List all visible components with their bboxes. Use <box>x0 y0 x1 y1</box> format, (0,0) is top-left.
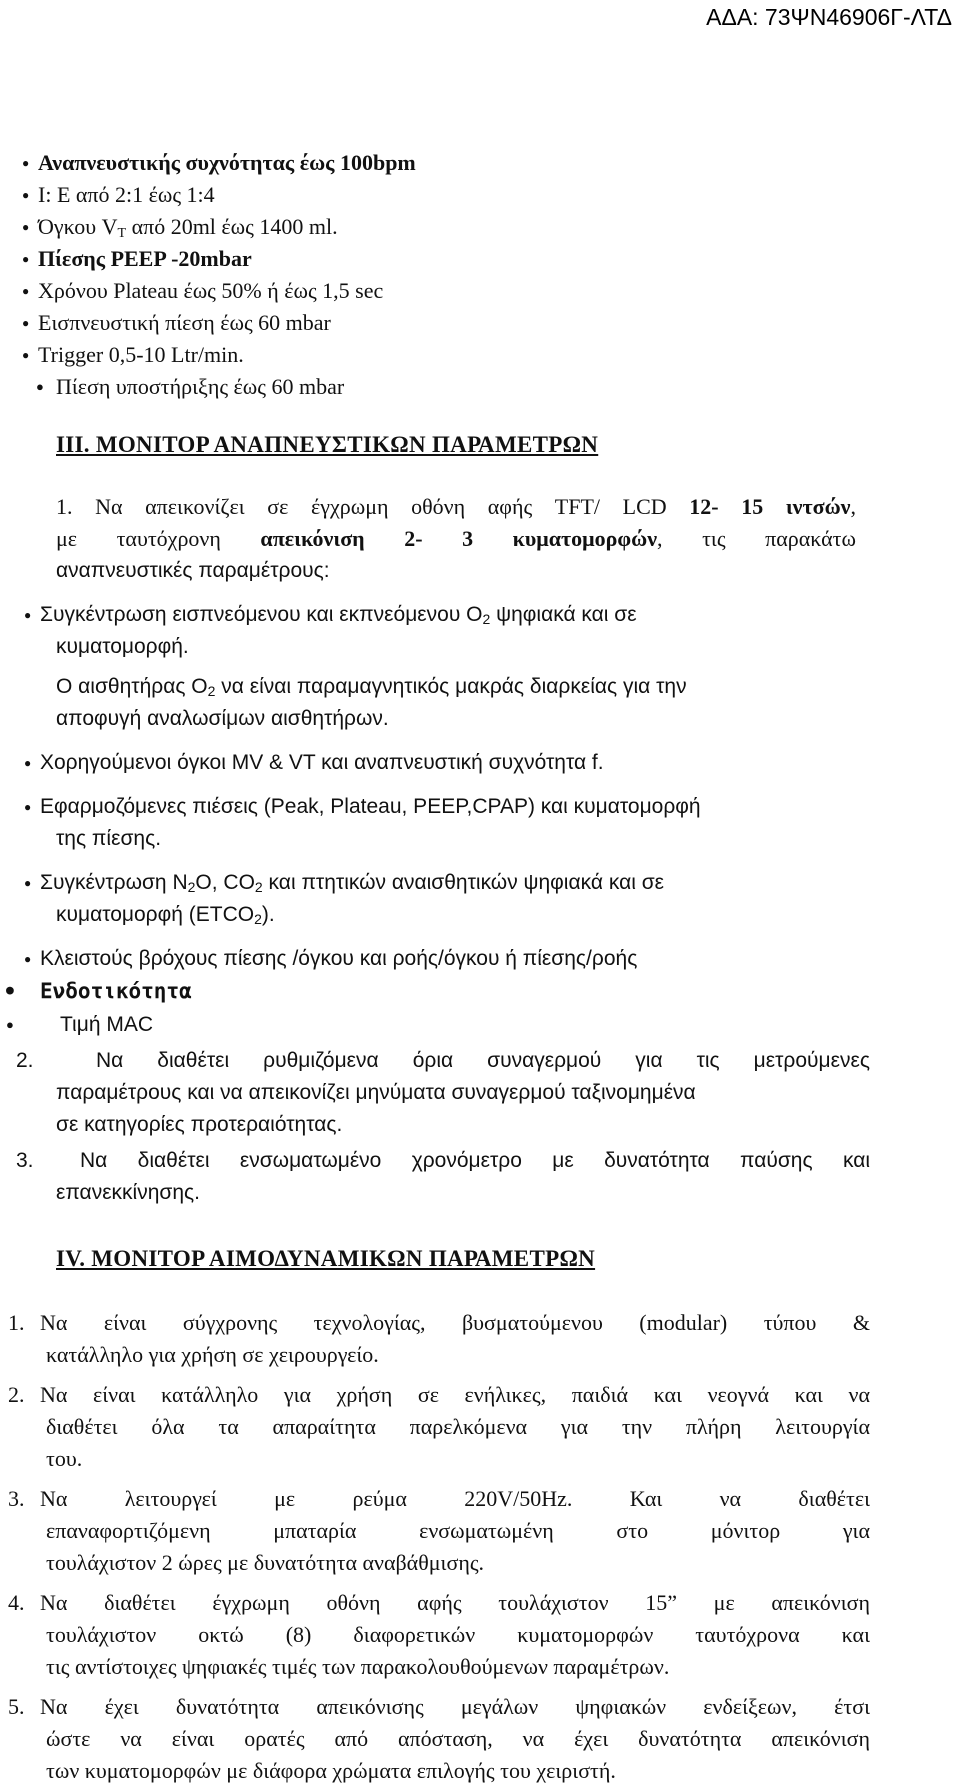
bullet-item-ie-ratio: ● I: E από 2:1 έως 1:4 <box>38 180 215 210</box>
bullet-item-plateau: ● Χρόνου Plateau έως 50% ή έως 1,5 sec <box>38 276 383 306</box>
hemo-item-2-line-2: διαθέτει όλα τα απαραίτητα παρελκόμενα για την πλήρη λειτουργία <box>46 1414 870 1439</box>
hemo-item-5-number: 5. <box>8 1694 25 1719</box>
paragraph-3-line-1: Να διαθέτει ενσωματωμένο χρονόμετρο με δυνατότητα παύσης και <box>80 1149 870 1172</box>
paragraph-3-number: 3. <box>16 1149 34 1172</box>
subscript: T <box>117 226 127 241</box>
text-run: 1. Να απεικονίζει σε έγχρωμη οθόνη αφής TFT/ LCD <box>56 494 690 519</box>
sensor-line-2: αποφυγή αναλωσίμων αισθητήρων. <box>56 707 389 730</box>
bullet-item-peep: ● Πίεσης PEEP -20mbar <box>38 244 252 274</box>
text-run: ψηφιακά και σε <box>490 603 637 626</box>
bullet-icon: ● <box>36 379 44 394</box>
bullet-item-mac <box>6 1010 153 1040</box>
text-run: από 20ml έως 1400 ml. <box>126 214 338 239</box>
bullet-item-loops: ● Κλειστούς βρόχους πίεσης /όγκου και ροής/όγκου ή πίεσης/ροής <box>40 944 637 974</box>
bullet-item-tidal-volume <box>38 212 338 242</box>
text-run: και πτητικών αναισθητικών ψηφιακά και σε <box>262 871 665 894</box>
paragraph-1-line-1 <box>56 492 856 522</box>
text-run: , τις παρακάτω <box>657 526 856 551</box>
hemo-item-4-line-1: Να διαθέτει έγχρωμη οθόνη αφής τουλάχιστον 15” με απεικόνιση <box>40 1590 870 1615</box>
bullet-item-resp-rate: ● Αναπνευστικής συχνότητας έως 100bpm <box>38 148 416 178</box>
section-title-respiratory-monitor: III. ΜΟΝΙΤΟΡ ΑΝΑΠΝΕΥΣΤΙΚΩΝ ΠΑΡΑΜΕΤΡΩΝ <box>56 432 599 457</box>
paragraph-1-line-3: αναπνευστικές παραμέτρους: <box>56 559 330 582</box>
bullet-item-pressures: ● Εφαρμοζόμενες πιέσεις (Peak, Plateau, PEEP,CPAP) και κυματομορφή <box>40 792 701 822</box>
hemo-item-1-line-1: Να είναι σύγχρονης τεχνολογίας, βυσματούμενου (modular) τύπου & <box>40 1310 870 1335</box>
paragraph-3-line-2: επανεκκίνησης. <box>56 1181 200 1204</box>
bullet-item-trigger: ● Trigger 0,5-10 Ltr/min. <box>38 340 244 370</box>
subscript: 2 <box>482 611 491 627</box>
subscript: 2 <box>187 879 196 895</box>
hemo-item-5-line-1: Να έχει δυνατότητα απεικόνισης μεγάλων ψηφιακών ενδείξεων, έτσι <box>40 1694 870 1719</box>
paragraph-1-line-2 <box>56 524 856 554</box>
sensor-line-1 <box>56 672 687 702</box>
paragraph-2-line-3: σε κατηγορίες προτεραιότητας. <box>56 1113 343 1136</box>
bullet-icon: ● <box>6 983 14 998</box>
subscript: 2 <box>207 683 216 699</box>
hemo-item-2-number: 2. <box>8 1382 25 1407</box>
hemo-item-3-line-2: επαναφορτιζόμενη μπαταρία ενσωματωμένη στο μόνιτορ για <box>46 1518 870 1543</box>
hemo-item-3-line-1: Να λειτουργεί με ρεύμα 220V/50Hz. Και να διαθέτει <box>40 1486 870 1511</box>
hemo-item-1-number: 1. <box>8 1310 25 1335</box>
text-run: ). <box>261 903 275 926</box>
text-run: Τιμή MAC <box>60 1013 153 1036</box>
paragraph-2-line-1: Να διαθέτει ρυθμιζόμενα όρια συναγερμού για τις μετρούμενες <box>96 1049 870 1072</box>
text-run: να είναι παραμαγνητικός μακράς διαρκείας για την <box>215 675 687 698</box>
hemo-item-2-line-1: Να είναι κατάλληλο για χρήση σε ενήλικες, παιδιά και νεογνά και να <box>40 1382 870 1407</box>
text-run: Ενδοτικότητα <box>40 979 192 1003</box>
hemo-item-4-line-2: τουλάχιστον οκτώ (8) διαφορετικών κυματομορφών ταυτόχρονα και <box>46 1622 870 1647</box>
text-run: με ταυτόχρονη <box>56 526 261 551</box>
text-run: Όγκου V <box>38 214 118 239</box>
hemo-item-4-line-3: τις αντίστοιχες ψηφιακές τιμές των παρακολουθούμενων παραμέτρων. <box>46 1654 670 1679</box>
hemo-item-3-line-3: τουλάχιστον 2 ώρες με δυνατότητα αναβάθμισης. <box>46 1550 485 1575</box>
bullet-item-n2o-cont <box>56 900 275 930</box>
bullet-item-support-pressure <box>36 372 345 402</box>
text-run: Συγκέντρωση εισπνεόμενου και εκπνεόμενου O <box>40 603 483 626</box>
section-title-hemodynamic-monitor: IV. ΜΟΝΙΤΟΡ ΑΙΜΟΔΥΝΑΜΙΚΩΝ ΠΑΡΑΜΕΤΡΩΝ <box>56 1246 596 1271</box>
text-run: κυματομορφή (ETCO <box>56 903 255 926</box>
hemo-item-5-line-2: ώστε να είναι ορατές από απόσταση, να έχει δυνατότητα απεικόνιση <box>46 1726 870 1751</box>
hemo-item-2-line-3: του. <box>46 1446 83 1471</box>
bullet-item-n2o <box>40 868 664 898</box>
paragraph-2-number: 2. <box>16 1049 34 1072</box>
bullet-item-o2 <box>40 600 854 630</box>
hemo-item-3-number: 3. <box>8 1486 25 1511</box>
bullet-item-volumes: ● Χορηγούμενοι όγκοι MV & VT και αναπνευστική συχνότητα f. <box>40 748 604 778</box>
text-run: O, CO <box>195 871 255 894</box>
bullet-item-pressures-cont: της πίεσης. <box>56 827 162 850</box>
bullet-item-o2-cont: κυματομορφή. <box>56 635 189 658</box>
text-run-bold: 12- 15 ιντσών <box>689 494 851 519</box>
ada-reference: ΑΔΑ: 73ΨΝ46906Γ-ΛΤΔ <box>706 4 952 30</box>
hemo-item-5-line-3: των κυματομορφών με διάφορα χρώματα επιλογής του χειριστή. <box>46 1758 616 1783</box>
text-run: Ο αισθητήρας O <box>56 675 208 698</box>
hemo-item-1-line-2: κατάλληλο για χρήση σε χειρουργείο. <box>46 1342 379 1367</box>
subscript: 2 <box>254 911 262 927</box>
text-run: Πίεση υποστήριξης έως 60 mbar <box>56 374 345 399</box>
text-run-bold: απεικόνιση 2- 3 κυματομορφών <box>260 526 658 551</box>
paragraph-2-line-2: παραμέτρους και να απεικονίζει μηνύματα συναγερμού ταξινομημένα <box>56 1081 696 1104</box>
bullet-icon: ● <box>6 1017 14 1032</box>
subscript: 2 <box>254 879 263 895</box>
text-run: , <box>850 494 856 519</box>
hemo-item-4-number: 4. <box>8 1590 25 1615</box>
bullet-item-insp-pressure: ● Εισπνευστική πίεση έως 60 mbar <box>38 308 331 338</box>
text-run: Συγκέντρωση N <box>40 871 188 894</box>
bullet-item-compliance <box>6 976 192 1006</box>
